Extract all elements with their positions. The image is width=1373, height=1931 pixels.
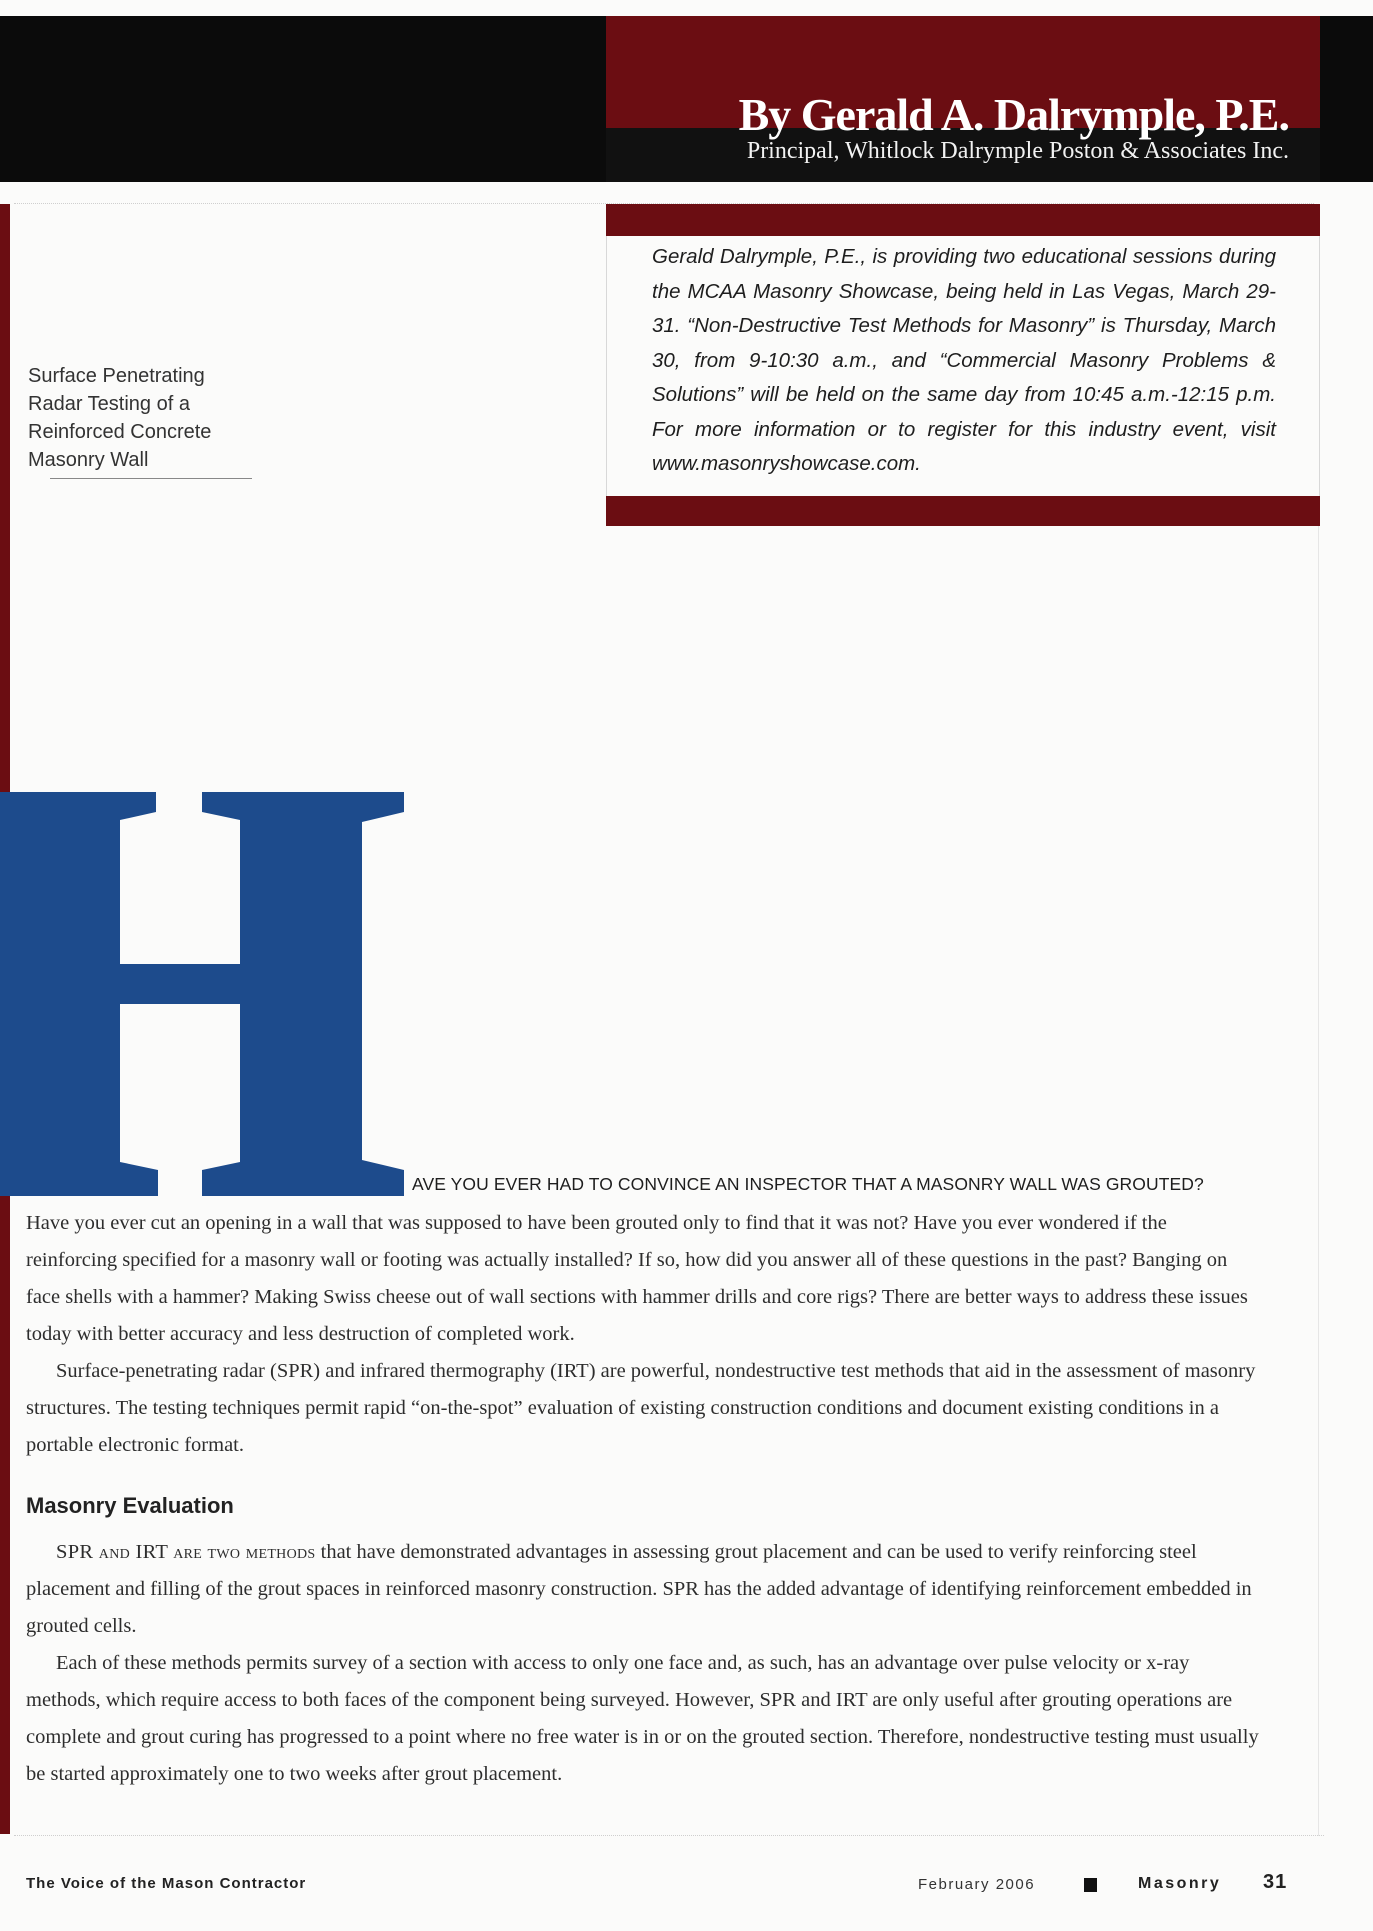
- footer-magazine-name: Masonry: [1138, 1875, 1222, 1892]
- promo-border-left: [606, 236, 607, 496]
- header-right-edge: [1320, 16, 1373, 182]
- paragraph-lead-smallcaps: SPR and IRT are two methods: [56, 1541, 316, 1563]
- promo-top-bar: [606, 204, 1320, 236]
- article-lead-in: AVE YOU EVER HAD TO CONVINCE AN INSPECTOR THAT A MASONRY WALL WAS GROUTED?: [412, 1174, 1204, 1194]
- author-title: Principal, Whitlock Dalrymple Poston & Associates Inc.: [746, 138, 1289, 164]
- paragraph-text: [26, 1534, 1260, 1645]
- article-paragraph-1: [26, 1205, 1260, 1353]
- paragraph-rest: that have demonstrated advantages in assessing grout placement and can be used to verify reinforcing steel placement and filling of the grout spaces in reinforced masonry construction. SPR has the added advantage of identifying reinforcement embedded in grouted cells.: [26, 1541, 1252, 1637]
- photo-caption: [28, 362, 248, 474]
- drop-cap-h: [0, 788, 404, 1196]
- paragraph-text: Each of these methods permits survey of a section with access to only one face and, as such, has an advantage over pulse velocity or x-ray methods, which require access to both faces of the component being surveyed. However, SPR and IRT are only useful after grouting operations are complete and grout curing has progressed to a point where no free water is in or on the grouted section. Therefore, nondestructive testing must usually be started approximately one to two weeks after grout placement.: [26, 1652, 1259, 1785]
- article-paragraph-3: [26, 1534, 1260, 1645]
- paragraph-text: Have you ever cut an opening in a wall that was supposed to have been grouted only to find that it was not? Have you ever wondered if the reinforcing specified for a masonry wall or footing was actually installed? If so, how did you answer all of these questions in the past? Banging on face shells with a hammer? Making Swiss cheese out of wall sections with hammer drills and core rigs? There are better ways to address these issues today with better accuracy and less destruction of completed work.: [26, 1212, 1248, 1345]
- author-byline: By Gerald A. Dalrymple, P.E.: [738, 89, 1289, 140]
- promo-box-text: Gerald Dalrymple, P.E., is providing two educational sessions during the MCAA Masonry Showcase, being held in Las Vegas, March 29-31. “Non-Destructive Test Methods for Masonry” is Thursday, March 30, from 9-10:30 a.m., and “Commercial Masonry Problems & Solutions” will be held on the same day from 10:45 a.m.-12:15 p.m. For more information or to register for this industry event, visit www.masonryshowcase.com.: [652, 245, 1276, 475]
- article-paragraph-4: [26, 1645, 1260, 1793]
- paragraph-text: Surface-penetrating radar (SPR) and infrared thermography (IRT) are powerful, nondestructive test methods that aid in the assessment of masonry structures. The testing techniques permit rapid “on-the-spot” evaluation of existing construction conditions and document existing conditions in a portable electronic format.: [26, 1360, 1256, 1456]
- article-paragraph-2: [26, 1353, 1260, 1464]
- header-gap: [0, 182, 1373, 204]
- caption-line: Reinforced Concrete: [28, 421, 212, 443]
- promo-border-right: [1319, 236, 1320, 496]
- section-heading: Masonry Evaluation: [26, 1493, 234, 1518]
- caption-line: Surface Penetrating: [28, 365, 205, 387]
- footer-divider: [14, 1835, 1324, 1836]
- promo-bottom-bar: [606, 496, 1320, 526]
- caption-rule: [50, 478, 252, 479]
- drop-cap-glyph: [0, 792, 404, 1196]
- right-column-guide: [1318, 526, 1319, 1836]
- footer-date: February 2006: [918, 1876, 1036, 1893]
- footer-tagline: The Voice of the Mason Contractor: [26, 1875, 307, 1892]
- footer-page-number: 31: [1263, 1871, 1288, 1893]
- caption-line: Radar Testing of a: [28, 393, 190, 415]
- footer-square-icon: [1084, 1878, 1097, 1892]
- caption-line: Masonry Wall: [28, 449, 149, 471]
